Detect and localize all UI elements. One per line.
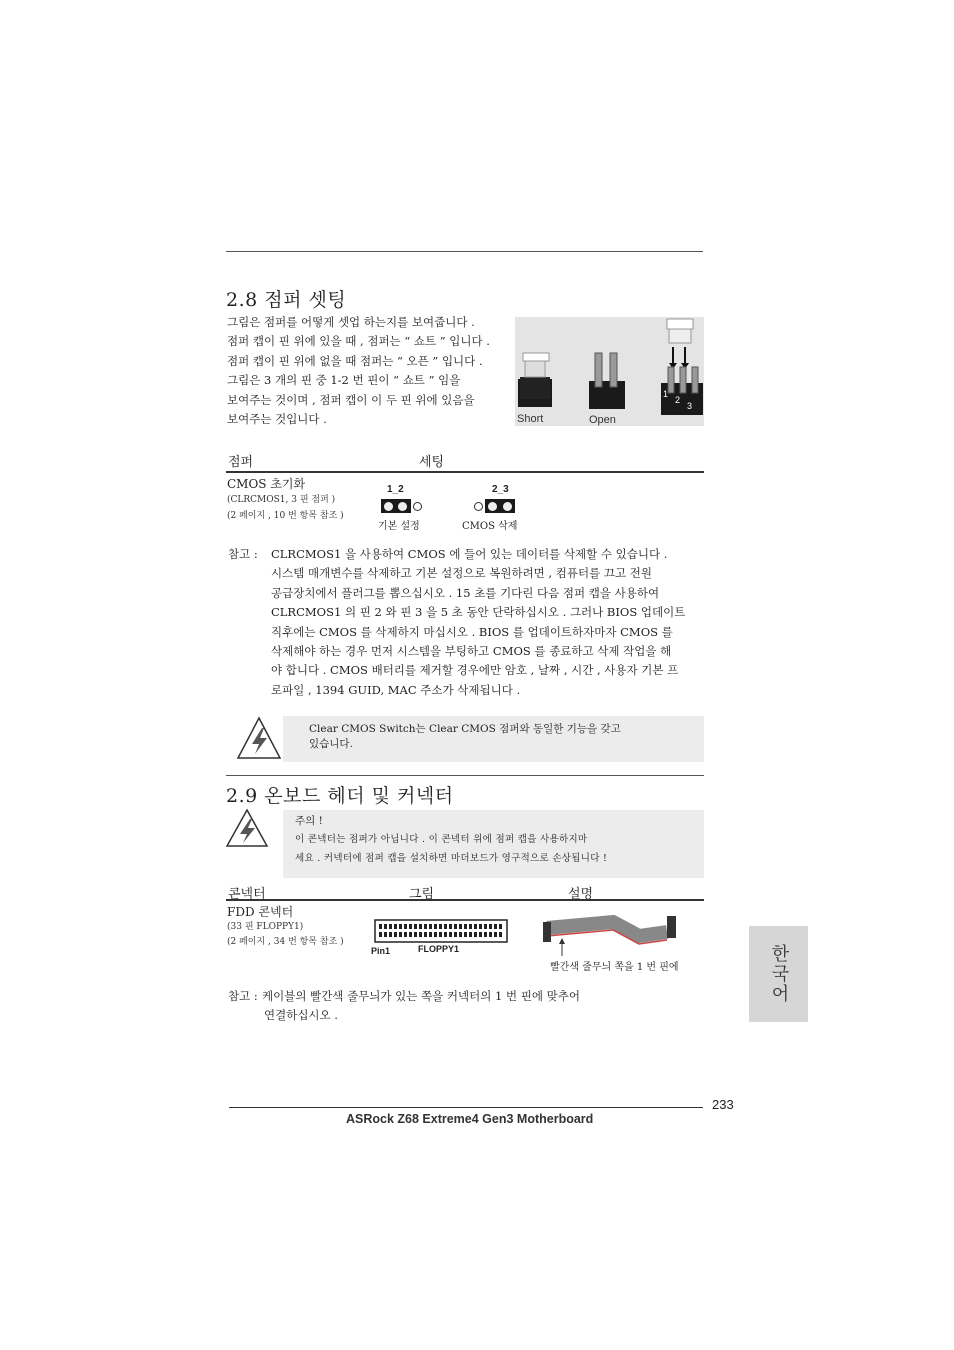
cable-note-label: 참고 : — [228, 989, 258, 1003]
note-line: 삭제해야 하는 경우 먼저 시스템을 부팅하고 CMOS 를 종료하고 삭제 작업을 해 — [271, 644, 672, 659]
floppy1-label: FLOPPY1 — [418, 944, 460, 954]
caution-line: 세요 . 커넥터에 점퍼 캡을 설치하면 마더보드가 영구적으로 손상됩니다 ! — [295, 853, 608, 864]
pin — [474, 502, 483, 511]
pin — [413, 502, 422, 511]
floppy-connector-diagram — [374, 919, 508, 943]
caution-text — [295, 830, 607, 868]
cmos-reset-sub1: (CLRCMOS1, 3 핀 점퍼 ) — [227, 495, 336, 505]
clear-cmos-caption: CMOS 삭제 — [462, 521, 518, 532]
jumper-illustration — [515, 317, 704, 426]
pin-number-2: 2 — [675, 395, 681, 405]
section-title-jumper-setup: 2.8 점퍼 셋팅 — [226, 289, 347, 311]
footer-product-name: ASRock Z68 Extreme4 Gen3 Motherboard — [346, 1112, 594, 1126]
note-line: 공급장치에서 플러그를 뽑으십시오 . 15 초를 기다린 다음 점퍼 캡을 사용하여 — [271, 585, 660, 600]
connector-col-header: 콘넥터 — [228, 887, 266, 902]
fdd-sub1: (33 핀 FLOPPY1) — [227, 922, 304, 932]
three-pin-jumper-figure — [661, 319, 703, 415]
jumper-col-header: 점퍼 — [228, 455, 254, 470]
jumper-table-rule — [226, 471, 704, 473]
short-label: Short — [517, 413, 544, 425]
figure-col-header: 그림 — [409, 887, 435, 902]
connector-table-rule — [226, 899, 704, 901]
setting-col-header: 세팅 — [419, 455, 445, 470]
cmos-note — [271, 545, 704, 700]
caution-box — [283, 810, 704, 878]
caution-title: 주의 ! — [295, 815, 323, 827]
red-stripe-caption: 빨간색 줄무늬 쪽을 1 번 핀에 — [550, 962, 679, 973]
cable-note-line: 케이블의 빨간색 줄무늬가 있는 쪽을 커넥터의 1 번 핀에 맞추어 — [262, 989, 580, 1003]
footer-rule — [229, 1107, 703, 1108]
cable-note-line: 연결하십시오 . — [264, 1008, 338, 1022]
clear-jumper-diagram — [471, 499, 515, 513]
open-jumper-figure — [589, 353, 625, 409]
jumper-intro — [227, 313, 517, 429]
default-jumper-diagram — [381, 499, 425, 513]
intro-line: 점퍼 캡이 핀 위에 없을 때 점퍼는 “ 오픈 ” 입니다 . — [227, 353, 483, 368]
floppy-cable-figure — [543, 914, 679, 960]
page-number: 233 — [712, 1097, 734, 1112]
fdd-connector-label: FDD 콘넥터 — [227, 905, 294, 919]
default-pins-label: 1_2 — [387, 484, 404, 495]
intro-line: 그림은 3 개의 핀 중 1-2 번 핀이 “ 쇼트 ” 임을 — [227, 373, 461, 388]
intro-line: 점퍼 캡이 핀 위에 있을 때 , 점퍼는 “ 쇼트 ” 입니다 . — [227, 334, 490, 349]
note-line: CLRCMOS1 을 사용하여 CMOS 에 들어 있는 데이터를 삭제할 수 있습니다 . — [271, 547, 668, 561]
note-line: CLRCMOS1 의 핀 2 와 핀 3 을 5 초 동안 단락하십시오 . 그러나 BIOS 업데이트 — [271, 605, 686, 620]
fdd-sub2: (2 페이지 , 34 번 항목 참조 ) — [227, 937, 344, 947]
warning-line: 있습니다. — [309, 738, 353, 750]
short-jumper-figure — [518, 353, 552, 407]
note-line: 로파일 , 1394 GUID, MAC 주소가 삭제됩니다 . — [271, 682, 521, 697]
section-divider — [226, 775, 704, 776]
intro-line: 보여주는 것이며 , 점퍼 캡이 이 두 핀 위에 있음을 — [227, 392, 475, 407]
pin-number-1: 1 — [663, 389, 669, 399]
language-side-tab — [749, 926, 808, 1022]
pin — [488, 502, 497, 511]
jumper-figure-svg — [515, 317, 704, 426]
caution-line: 이 콘넥터는 점퍼가 아닙니다 . 이 콘넥터 위에 점퍼 캡을 사용하지마 — [295, 834, 588, 845]
open-label: Open — [589, 414, 616, 426]
pin — [503, 502, 512, 511]
description-col-header: 설명 — [568, 887, 594, 902]
intro-line: 보여주는 것입니다 . — [227, 412, 327, 427]
pin-number-3: 3 — [687, 401, 693, 411]
clear-pins-label: 2_3 — [492, 484, 509, 495]
warning-line: Clear CMOS Switch는 Clear CMOS 점퍼와 동일한 기능을 갖고 — [309, 723, 621, 735]
warning-box — [283, 716, 704, 762]
top-divider — [226, 251, 703, 252]
pin — [384, 502, 393, 511]
language-tab-label: 한국어 — [768, 944, 790, 1004]
note-label: 참고 : — [228, 547, 258, 561]
pin1-label: Pin1 — [371, 946, 391, 956]
caution-icon — [225, 808, 269, 848]
note-line: 야 합니다 . CMOS 배터리를 제거할 경우에만 암호 , 날짜 , 시간 , 사용자 기본 프 — [271, 663, 679, 678]
note-line: 직후에는 CMOS 를 삭제하지 마십시오 . BIOS 를 업데이트하자마자 CMOS 를 — [271, 624, 673, 639]
cmos-reset-sub2: (2 페이지 , 10 번 항목 참조 ) — [227, 511, 344, 521]
pin — [398, 502, 407, 511]
warning-text — [309, 722, 621, 752]
intro-line: 그림은 점퍼를 어떻게 셋업 하는지를 보여줍니다 . — [227, 315, 475, 329]
section-title-onboard-headers: 2.9 온보드 헤더 및 커넥터 — [226, 785, 454, 807]
warning-icon — [236, 716, 282, 760]
default-setting-caption: 기본 설정 — [378, 521, 420, 532]
note-line: 시스템 매개변수를 삭제하고 기본 설정으로 복원하려면 , 컴퓨터를 끄고 전원 — [271, 566, 652, 581]
cmos-reset-label: CMOS 초기화 — [227, 477, 306, 491]
